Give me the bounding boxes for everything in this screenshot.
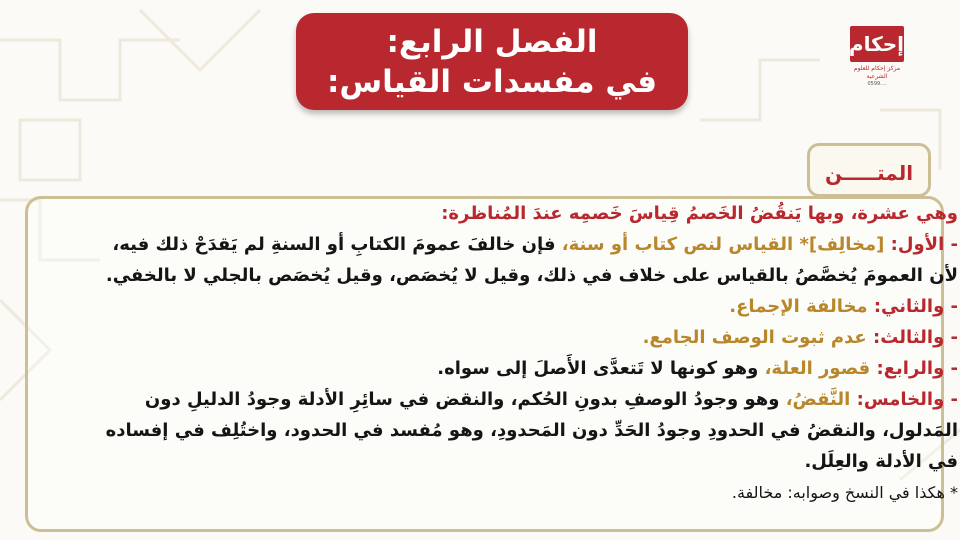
logo-phone: 0599.... (867, 81, 887, 87)
item-fourth (40, 353, 958, 384)
matn-tab: المتـــــن (807, 143, 931, 197)
item-second-label: - والثاني: (873, 296, 958, 317)
item-fourth-heading: قصور العلة، (764, 358, 871, 379)
item-fifth-label: - والخامس: (856, 389, 958, 410)
item-fifth-heading: النَّقضُ، (785, 389, 851, 410)
chapter-title-banner (296, 13, 688, 110)
item-fifth-line3: في الأدلة والعِلَل. (804, 451, 958, 472)
item-fifth-text: وهو وجودُ الوصفِ بدونِ الحُكم، والنقض في سائِرِ الأدلة وجودُ الدليلِ دون (144, 389, 780, 410)
chapter-title-line1: الفصل الرابع: (386, 23, 598, 60)
intro-line: وهي عشرة، وبها يَنقُضُ الخَصمُ قِياسَ خَصمِه عندَ المُناظرة: (441, 203, 958, 224)
item-first-line2: لأن العمومَ يُخصَّصُ بالقياس على خلاف في ذلك، وقيل لا يُخصَص، وقيل يُخصَص بالجلي لا بالخفي. (105, 265, 958, 286)
item-third-heading: عدم ثبوت الوصف الجامع. (642, 327, 867, 348)
item-third-label: - والثالث: (873, 327, 958, 348)
item-fourth-label: - والرابع: (876, 358, 958, 379)
item-first-line1 (40, 229, 958, 260)
footnote: * هكذا في النسخ وصوابه: مخالفة. (731, 483, 958, 502)
item-first-heading: القياس لنص كتاب أو سنة، (561, 234, 794, 255)
item-second (40, 291, 958, 322)
item-third (40, 322, 958, 353)
chapter-title-line2: في مفسدات القياس: (326, 63, 658, 100)
matn-text (40, 199, 958, 535)
logo-subtitle: مركز إحكام للعلوم الشرعية (853, 65, 901, 80)
item-first-bracket: [مخالِف]* (799, 234, 885, 255)
item-fifth-line2: المَدلول، والنقضُ في الحدودِ وجودُ الحَدِّ دون المَحدودِ، وهو مُفسد في الحدود، واختُلِف في إفساده (105, 420, 958, 441)
item-fifth-line1 (40, 384, 958, 415)
item-fourth-text: وهو كونها لا تَتعدَّى الأَصلَ إلى سواه. (437, 358, 759, 379)
center-logo (846, 26, 908, 96)
logo-mark: إحكام (850, 26, 904, 62)
item-first-text: فإن خالفَ عمومَ الكتابِ أو السنةِ لم يَقدَحْ ذلك فيه، (112, 234, 556, 255)
matn-text-box (25, 196, 958, 532)
item-second-heading: مخالفة الإجماع. (729, 296, 868, 317)
item-first-label: - الأول: (890, 234, 958, 255)
